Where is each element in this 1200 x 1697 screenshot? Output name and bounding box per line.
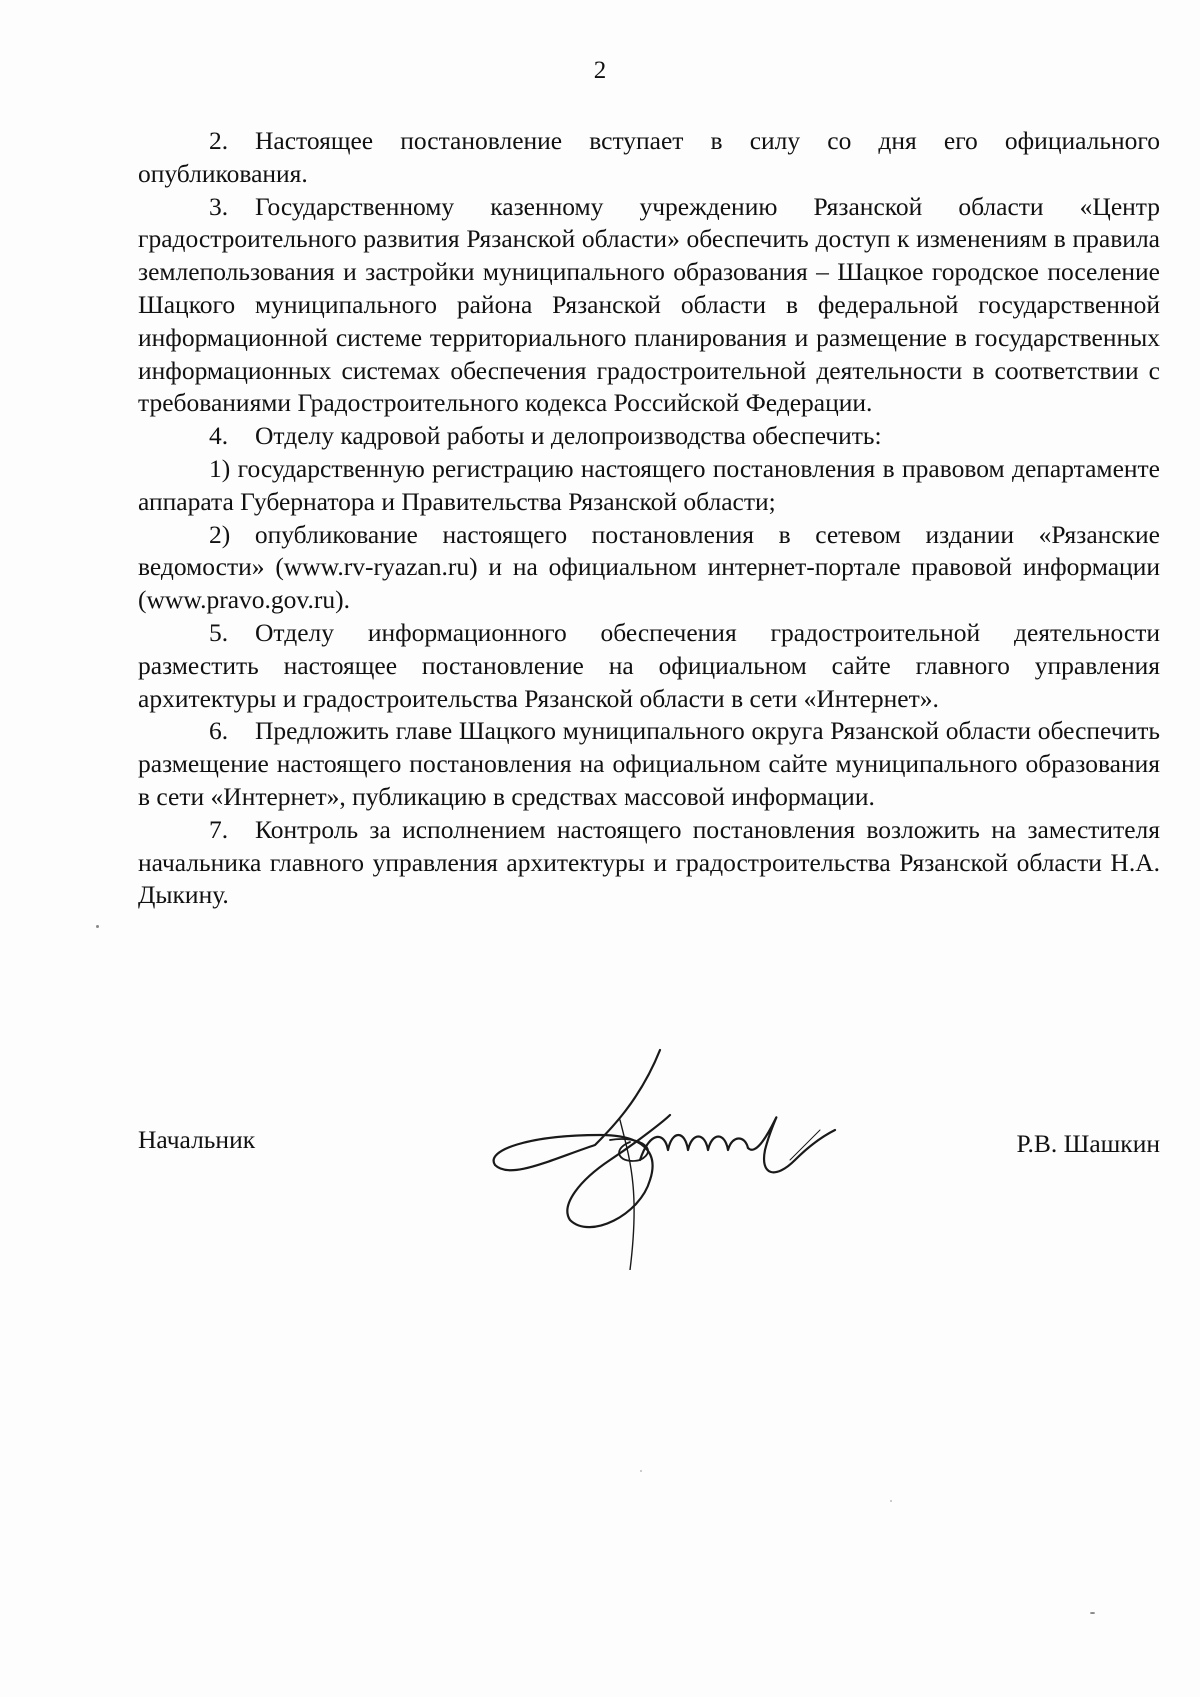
page-number: 2: [593, 57, 607, 84]
subparagraph-4-2: [138, 519, 1160, 617]
paragraph-4: [138, 420, 1160, 453]
paragraph-7: [138, 814, 1160, 912]
paragraph-text: 1) государственную регистрацию настоящего постановления в правовом департаменте аппарата Губернатора и Правительства Рязанской области;: [138, 453, 1160, 516]
paragraph-number: 6.: [209, 716, 229, 746]
document-body: [138, 125, 1160, 912]
paragraph-number: 2.: [209, 126, 229, 155]
paragraph-text: Государственному казенному учреждению Рязанской области «Центр градостроительного развития Рязанской области» обеспечить доступ к изменениям в правила землепользования и застройки муниципального образования – Шацкое городское поселение Шацкого муниципального района Рязанской области в федеральной государственной информационной системе территориального планирования и размещение в государственных информационных системах обеспечения градостроительной деятельности в соответствии с требованиями Градостроительного кодекса Российской Федерации.: [138, 191, 1160, 418]
paragraph-3: [138, 191, 1160, 421]
paragraph-number: 3.: [209, 191, 229, 221]
paragraph-5: [138, 617, 1160, 715]
paragraph-text: Предложить главе Шацкого муниципального округа Рязанской области обеспечить размещение настоящего постановления на официальном сайте муниципального образования в сети «Интернет», публикацию в средствах массовой информации.: [138, 716, 1160, 811]
paragraph-text: Отделу кадровой работы и делопроизводства обеспечить:: [255, 421, 882, 451]
signer-position: Начальник: [138, 1125, 256, 1154]
paragraph-number: 7.: [209, 814, 229, 844]
scan-speck: [1090, 1612, 1095, 1614]
paragraph-2: [138, 125, 1160, 191]
paragraph-number: 5.: [209, 617, 229, 647]
paragraph-text: Настоящее постановление вступает в силу со дня его официального опубликования.: [138, 126, 1160, 188]
scan-speck: [640, 1470, 642, 1472]
scan-speck: [96, 925, 99, 928]
scan-speck: [890, 1500, 892, 1502]
paragraph-6: [138, 715, 1160, 813]
paragraph-text: 2) опубликование настоящего постановления в сетевом издании «Рязанские ведомости» (www.rv-ryazan.ru) и на официальном интернет-портале правовой информации (www.pravo.gov.ru).: [138, 519, 1160, 615]
paragraph-text: Контроль за исполнением настоящего постановления возложить на заместителя начальника главного управления архитектуры и градостроительства Рязанской области Н.А. Дыкину.: [138, 814, 1160, 910]
signer-name: Р.В. Шашкин: [1016, 1129, 1160, 1158]
paragraph-text: Отделу информационного обеспечения градостроительной деятельности разместить настоящее постановление на официальном сайте главного управления архитектуры и градостроительства Рязанской области в сети «Интернет».: [138, 617, 1160, 713]
subparagraph-4-1: [138, 453, 1160, 519]
paragraph-number: 4.: [209, 421, 229, 451]
handwritten-signature: [490, 1040, 850, 1270]
